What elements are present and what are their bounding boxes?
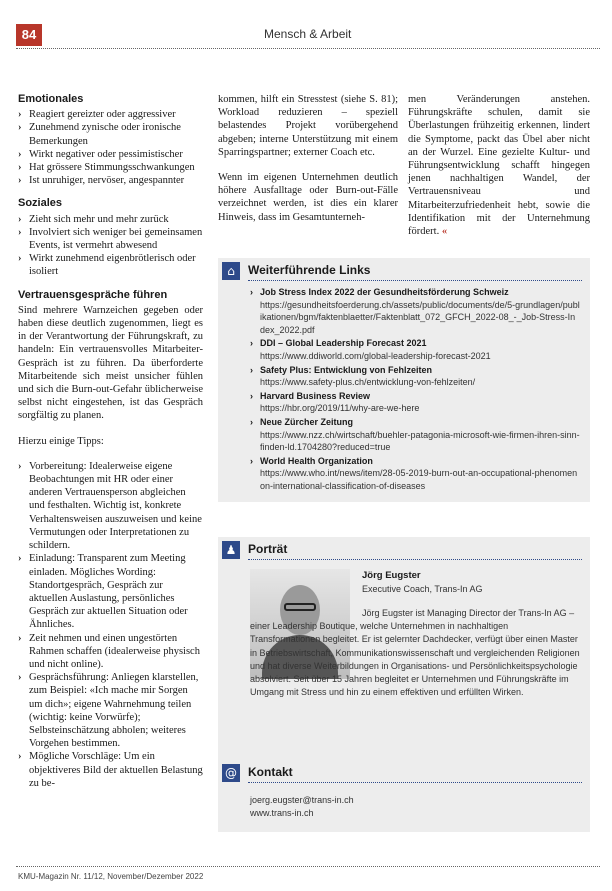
page-number: 84 — [16, 24, 42, 46]
list-item: › Hat grössere Stimmungsschwankungen — [18, 161, 203, 174]
house-icon: ⌂ — [222, 262, 240, 280]
link-url[interactable]: https://www.safety-plus.ch/entwicklung-von-fehlzeiten/ — [260, 377, 476, 388]
list-item: › Wirkt zunehmend eigenbrötlerisch oder isoliert — [18, 252, 203, 278]
list-item: › Zeit nehmen und einen ungestörten Rahmen schaffen (idealerweise physisch und nicht online). — [18, 632, 203, 672]
links-list — [218, 284, 590, 502]
list-item[interactable] — [250, 286, 580, 336]
link-title[interactable]: › Harvard Business Review — [260, 390, 371, 401]
footer-divider — [16, 866, 600, 867]
person-name: Jörg Eugster — [362, 570, 421, 581]
list-item[interactable] — [250, 390, 580, 415]
contact-box-title: Kontakt — [248, 765, 293, 779]
link-url[interactable]: https://www.nzz.ch/wirtschaft/buehler-patagonia-microsoft-wie-firmen-ihren-sinn-finden-ld.1704280?reduced=true — [260, 429, 580, 453]
paragraph-middle-1: kommen, hilft ein Stresstest (siehe S. 81); Workload reduzieren – speziell belastendes Projekt vorübergehend abgeben; interne Unterstützung mit einem Sparringspartner; externer Coach etc. — [218, 94, 398, 158]
list-item: › Ist unruhiger, nervöser, angespannter — [18, 174, 203, 187]
list-item[interactable] — [250, 455, 580, 493]
person-bio: Jörg Eugster ist Managing Director der Trans-In AG – einer Leadership Boutique, welche Unternehmen in nachhaltigen Transformationen begleitet. Er ist gelernter Dachdecker, verfügt über einen Master in Betriebswirtschaft, Kommunikationswissenschaft und vergleichenden Religionen und hat diverse Weiterbildungen in Organisations- und Persönlichkeitspsychologie absolviert. Seit über 15 Jahren begleitet er Unternehmen und Führungskräfte im Umgang mit Stress und hin zu einem effektiven und erfüllten Wirken. — [250, 608, 580, 698]
list-item: › Reagiert gereizter oder aggressiver — [18, 108, 203, 121]
paragraph-middle-2: Wenn im eigenen Unternehmen deutlich höhere Ausfalltage oder Burn-out-Fälle verzeichnet werden, ist dies ein klarer Hinweis, dass im Gesamtunterneh- — [218, 172, 398, 223]
portrait-box-title: Porträt — [248, 542, 288, 556]
link-url[interactable]: https://hbr.org/2019/11/why-are-we-here — [260, 403, 420, 414]
list-soziales — [18, 213, 203, 279]
contact-box — [218, 760, 590, 832]
heading-emotionales: Emotionales — [18, 93, 84, 105]
end-mark: « — [441, 226, 448, 238]
list-item[interactable] — [250, 364, 580, 389]
contact-email[interactable]: joerg.eugster@trans-in.ch — [250, 795, 354, 805]
middle-column — [218, 93, 398, 224]
link-title[interactable]: › World Health Organization — [260, 455, 373, 466]
list-item: › Involviert sich weniger bei gemeinsamen Events, ist vermehrt abwesend — [18, 226, 203, 252]
list-item[interactable] — [250, 337, 580, 362]
person-icon: ♟ — [222, 541, 240, 559]
link-url[interactable]: https://www.who.int/news/item/28-05-2019-burn-out-an-occupational-phenomenon-international-classification-of-diseases — [260, 468, 578, 491]
paragraph-right — [408, 93, 590, 238]
divider — [248, 782, 582, 783]
list-tips — [18, 460, 203, 790]
paragraph-gespraech: Sind mehrere Warnzeichen gegeben oder haben diese deutlich zugenommen, liegt es in der Verantwortung der Führungskraft, zu handeln: Ein vertrauensvolles Mitarbeiter-Gespräch ist zu führen. Da überforderte Mitarbeitende sich meist unsicher fühlen und sich die Burn-out-Gefahr üblicherweise selbst nicht eingestehen, ist das Gespräch sorgfältig zu planen. — [18, 304, 203, 422]
link-url[interactable]: https://www.ddiworld.com/global-leadership-forecast-2021 — [260, 350, 491, 361]
paragraph-right-text: men Veränderungen anstehen. Führungskräfte schulen, damit sie Überlastungen frühzeitig erkennen, lindert die Symptome, packt das Übel aber nicht an der Wurzel. Eine gezielte Kultur- und Führungsentwicklung schafft hingegen jenen nachhaltigen Wandel, der Vertrauensniveau und Mitarbeiterzufriedenheit hebt, sowie die Identifikation mit der Unternehmung fördert. — [408, 94, 590, 238]
list-item[interactable] — [250, 416, 580, 454]
list-item: › Wirkt negativer oder pessimistischer — [18, 148, 203, 161]
contact-web[interactable]: www.trans-in.ch — [250, 808, 314, 819]
portrait-box — [218, 537, 590, 773]
header-divider — [16, 48, 600, 49]
heading-vertrauensgespraeche: Vertrauensgespräche führen — [18, 288, 168, 301]
list-emotionales — [18, 108, 203, 187]
divider — [248, 559, 582, 560]
section-title: Mensch & Arbeit — [264, 27, 352, 41]
link-title[interactable]: › Neue Zürcher Zeitung — [260, 416, 354, 427]
contact-box-header — [218, 760, 590, 786]
heading-soziales: Soziales — [18, 197, 63, 210]
list-item: › Mögliche Vorschläge: Um ein objektiveres Bild der aktuellen Belastung zu be- — [18, 750, 203, 790]
divider — [248, 280, 582, 281]
right-column — [408, 93, 590, 238]
contact-body — [218, 786, 590, 832]
links-box-header — [218, 258, 590, 284]
links-box — [218, 258, 590, 502]
tips-intro: Hierzu einige Tipps: — [18, 435, 104, 447]
list-item: › Einladung: Transparent zum Meeting einladen. Mögliches Wording: Standortgespräch, Gespräch zur aktuellen Auslastung, persönliches Gespräch zur aktuellen Situation oder Ähnliches. — [18, 552, 203, 631]
link-title[interactable]: › DDI – Global Leadership Forecast 2021 — [260, 338, 427, 349]
footer-text: KMU-Magazin Nr. 11/12, November/Dezember 2022 — [18, 872, 204, 881]
list-item: › Zieht sich mehr und mehr zurück — [18, 213, 203, 226]
person-role: Executive Coach, Trans-In AG — [362, 584, 483, 594]
left-column — [18, 93, 203, 800]
link-title[interactable]: › Job Stress Index 2022 der Gesundheitsförderung Schweiz — [260, 287, 509, 297]
list-item: › Gesprächsführung: Anliegen klarstellen, zum Beispiel: «Ich mache mir Sorgen um dich»; eigene Wahrnehmung teilen (wichtig: keine Vorwürfe); Selbsteinschätzung abholen; weiteres Vorgehen bestimmen. — [18, 671, 203, 750]
list-item: › Zunehmend zynische oder ironische Bemerkungen — [18, 121, 203, 147]
portrait-box-header — [218, 537, 590, 563]
link-url[interactable]: https://gesundheitsfoerderung.ch/assets/public/documents/de/5-grundlagen/publikationen/bgm/faktenblaetter/Faktenblatt_072_GFCH_2022-08_-_Job-Stress-Index_2022.pdf — [260, 299, 580, 335]
link-title[interactable]: › Safety Plus: Entwicklung von Fehlzeiten — [260, 364, 433, 375]
portrait-body — [218, 563, 590, 773]
list-item: › Vorbereitung: Idealerweise eigene Beobachtungen mit HR oder einer anderen Vertrauensperson abgleichen und festhalten. Wichtig ist, konkrete Verhaltensweisen auszuweisen und keine Vermutungen oder Interpretationen zu schildern. — [18, 460, 203, 552]
links-box-title: Weiterführende Links — [248, 263, 371, 277]
at-icon: @ — [222, 764, 240, 782]
